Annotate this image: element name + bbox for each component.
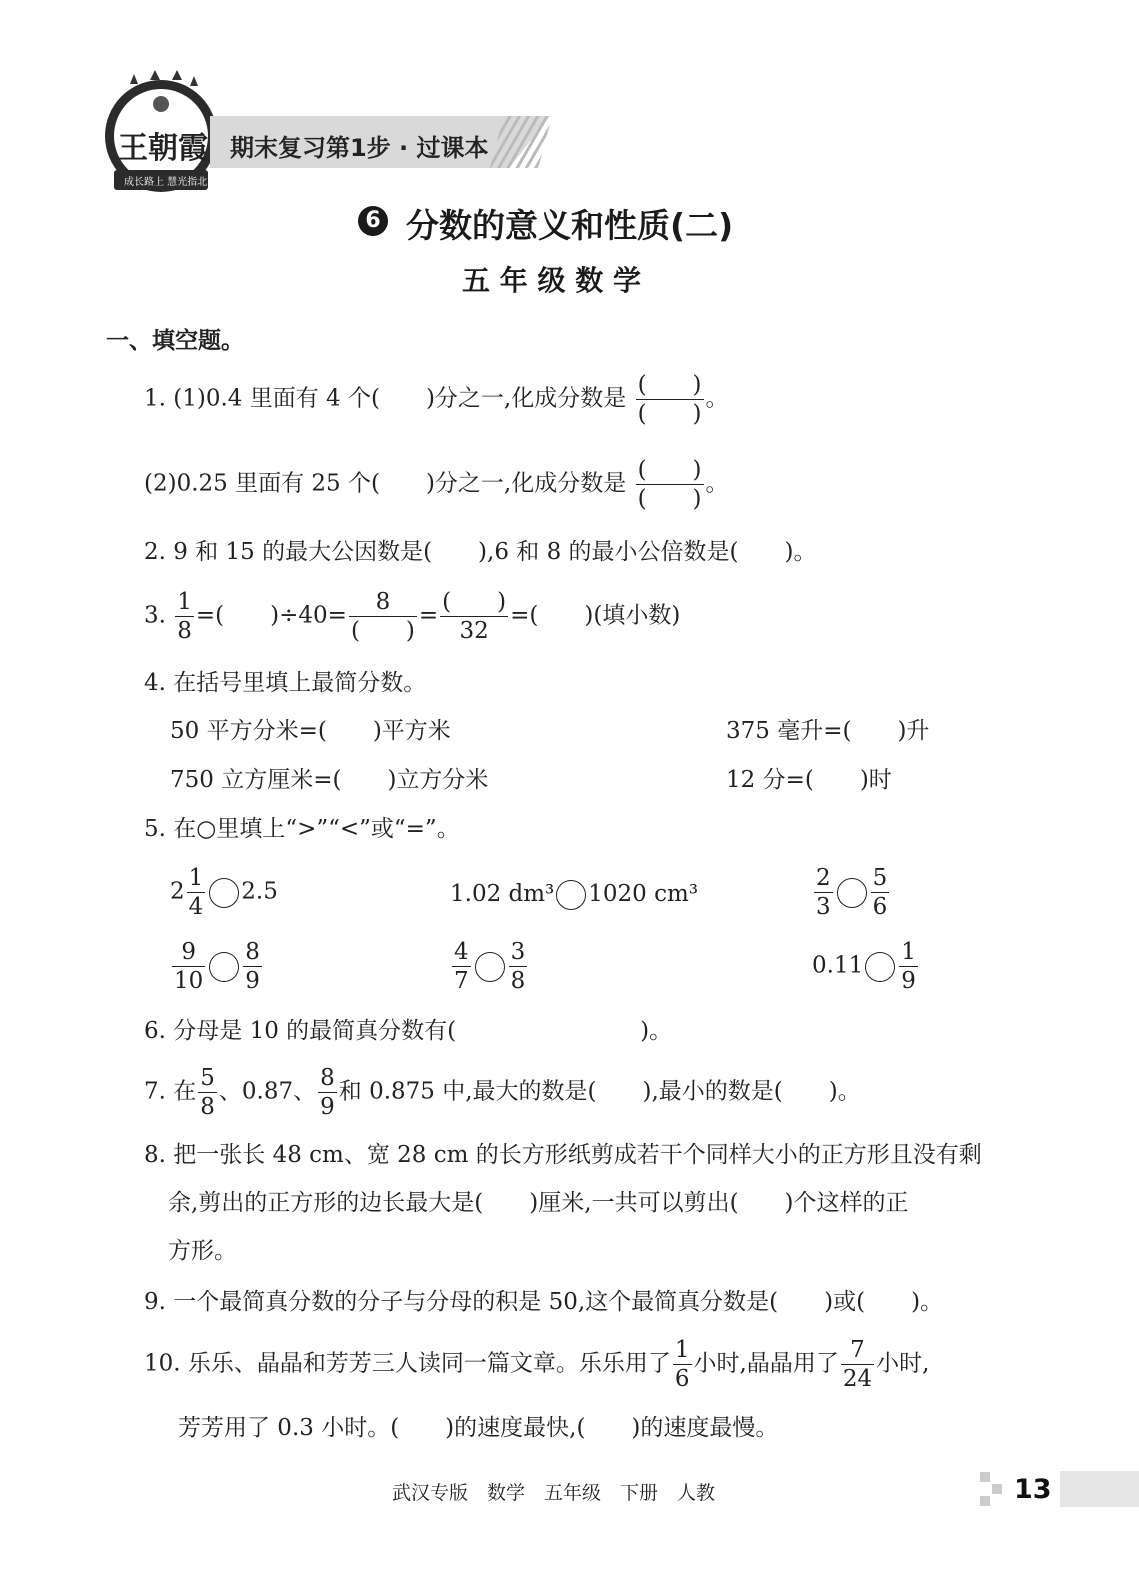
fraction-numerator: 1 xyxy=(673,1338,692,1365)
fraction-numerator: 5 xyxy=(198,1066,217,1093)
compare-circle[interactable] xyxy=(209,878,239,908)
footer-bar xyxy=(1060,1471,1139,1507)
compare-item xyxy=(812,940,920,993)
fraction xyxy=(452,940,471,993)
fraction-denominator: 8 xyxy=(177,618,192,645)
compare-left: 0.11 xyxy=(812,952,864,979)
fraction-blank xyxy=(636,458,704,511)
fraction-denominator: ( ) xyxy=(637,401,702,428)
page-number: 13 xyxy=(1014,1474,1052,1505)
q4-item: 750 立方厘米=( )立方分米 xyxy=(170,767,489,793)
compare-right: 2.5 xyxy=(241,878,278,905)
fraction xyxy=(841,1338,874,1391)
fraction xyxy=(243,940,262,993)
fraction-numerator: ( ) xyxy=(440,590,508,617)
question-10-line2: 芳芳用了 0.3 小时。( )的速度最快,( )的速度最慢。 xyxy=(178,1415,779,1441)
compare-circle[interactable] xyxy=(475,952,505,982)
fraction-denominator: 6 xyxy=(674,1366,690,1393)
question-5: 5. 在○里填上“>”“<”或“=”。 xyxy=(144,816,460,842)
question-3-part: = xyxy=(418,602,439,629)
logo-name: 王朝霞 xyxy=(118,131,208,166)
section-heading: 一、填空题。 xyxy=(106,328,244,354)
compare-left: 1.02 dm³ xyxy=(450,881,555,907)
fraction-numerator: 1 xyxy=(187,866,206,893)
banner-text: 期末复习第1步 · 过课本 xyxy=(230,134,489,162)
question-1a-end: 。 xyxy=(705,385,729,412)
fraction-blank xyxy=(636,373,704,426)
question-1b-text: (2)0.25 里面有 25 个( )分之一,化成分数是 xyxy=(144,470,627,497)
question-8-line: 方形。 xyxy=(168,1238,237,1264)
fraction xyxy=(187,866,206,919)
fraction-denominator: 3 xyxy=(816,894,831,921)
compare-item xyxy=(170,940,264,993)
compare-right: 1020 cm³ xyxy=(588,881,699,907)
fraction-numerator: 8 xyxy=(349,590,417,617)
question-10-part: 10. 乐乐、晶晶和芳芳三人读同一篇文章。乐乐用了 xyxy=(144,1350,671,1377)
fraction-denominator: 9 xyxy=(901,968,916,995)
fraction-numerator: 2 xyxy=(814,866,833,893)
fraction-denominator: 9 xyxy=(320,1094,335,1121)
page-title: 分数的意义和性质(二) xyxy=(406,206,734,245)
fraction xyxy=(198,1066,217,1119)
fraction-denominator: 6 xyxy=(872,894,888,921)
q4-item: 375 毫升=( )升 xyxy=(726,718,930,744)
compare-circle[interactable] xyxy=(556,880,586,910)
fraction-numerator: 1 xyxy=(175,590,194,617)
fraction xyxy=(673,1338,692,1391)
compare-circle[interactable] xyxy=(209,952,239,982)
question-1a xyxy=(144,373,729,426)
fraction-denominator: 8 xyxy=(200,1094,215,1121)
fraction-numerator: 5 xyxy=(871,866,890,893)
question-6: 6. 分母是 10 的最简真分数有( )。 xyxy=(144,1018,673,1044)
compare-item xyxy=(812,866,891,919)
fraction-denominator: 9 xyxy=(245,968,260,995)
compare-circle[interactable] xyxy=(865,952,895,982)
q4-item: 12 分=( )时 xyxy=(726,767,892,793)
compare-item xyxy=(450,880,698,910)
fraction xyxy=(318,1066,337,1119)
logo-slogan: 成长路上 慧光指北 xyxy=(124,177,208,188)
fraction-denominator: 24 xyxy=(842,1366,873,1393)
fraction xyxy=(440,590,508,643)
question-1a-text: 1. (1)0.4 里面有 4 个( )分之一,化成分数是 xyxy=(144,385,627,412)
question-4: 4. 在括号里填上最简分数。 xyxy=(144,670,427,696)
page-subtitle: 五 年 级 数 学 xyxy=(462,264,641,297)
fraction xyxy=(899,940,918,993)
footer-text: 武汉专版 数学 五年级 下册 人教 xyxy=(392,1482,716,1504)
fraction xyxy=(175,590,194,643)
unit-number: 6 xyxy=(365,208,381,233)
question-7 xyxy=(144,1066,861,1119)
compare-item xyxy=(170,866,278,919)
fraction xyxy=(509,940,528,993)
question-3-part: =( )(填小数) xyxy=(510,602,681,629)
fraction-numerator: 7 xyxy=(841,1338,874,1365)
question-3-part: =( )÷40= xyxy=(195,602,347,629)
q4-item: 50 平方分米=( )平方米 xyxy=(170,718,451,744)
question-7-part: 、0.87、 xyxy=(218,1078,317,1105)
fraction-denominator: 7 xyxy=(454,968,469,995)
fraction-numerator: 8 xyxy=(243,940,262,967)
fraction xyxy=(814,866,833,919)
question-3-label: 3. xyxy=(144,602,166,629)
fraction-denominator: 32 xyxy=(459,618,489,645)
fraction-denominator: 10 xyxy=(174,968,204,995)
fraction-denominator: ( ) xyxy=(637,486,702,513)
fraction-denominator: 8 xyxy=(510,968,526,995)
question-3 xyxy=(144,590,680,643)
fraction xyxy=(172,940,205,993)
question-2: 2. 9 和 15 的最大公因数是( ),6 和 8 的最小公倍数是( )。 xyxy=(144,539,817,565)
question-1b-end: 。 xyxy=(705,470,729,497)
fraction-denominator: 4 xyxy=(188,894,204,921)
fraction-numerator: 3 xyxy=(509,940,528,967)
question-1b xyxy=(144,458,729,511)
question-7-part: 7. 在 xyxy=(144,1078,197,1105)
question-10-part: 小时, xyxy=(876,1350,930,1377)
compare-item xyxy=(450,940,529,993)
question-9: 9. 一个最简真分数的分子与分母的积是 50,这个最简真分数是( )或( )。 xyxy=(144,1289,944,1315)
whole-number: 2 xyxy=(170,878,185,905)
fraction-numerator: 4 xyxy=(452,940,471,967)
question-10-part: 小时,晶晶用了 xyxy=(693,1350,839,1377)
fraction-denominator: ( ) xyxy=(350,618,415,645)
fraction-numerator: ( ) xyxy=(636,373,704,400)
question-10 xyxy=(144,1338,929,1391)
question-8-line: 8. 把一张长 48 cm、宽 28 cm 的长方形纸剪成若干个同样大小的正方形且没有剩 xyxy=(144,1142,982,1168)
question-8-line: 余,剪出的正方形的边长最大是( )厘米,一共可以剪出( )个这样的正 xyxy=(168,1190,909,1216)
fraction-numerator: 1 xyxy=(899,940,918,967)
question-7-part: 和 0.875 中,最大的数是( ),最小的数是( )。 xyxy=(338,1078,861,1105)
fraction-numerator: 9 xyxy=(172,940,205,967)
compare-circle[interactable] xyxy=(837,878,867,908)
fraction-numerator: ( ) xyxy=(636,458,704,485)
fraction xyxy=(349,590,417,643)
fraction-numerator: 8 xyxy=(318,1066,337,1093)
footer-squares xyxy=(980,1472,1010,1506)
fraction xyxy=(871,866,890,919)
